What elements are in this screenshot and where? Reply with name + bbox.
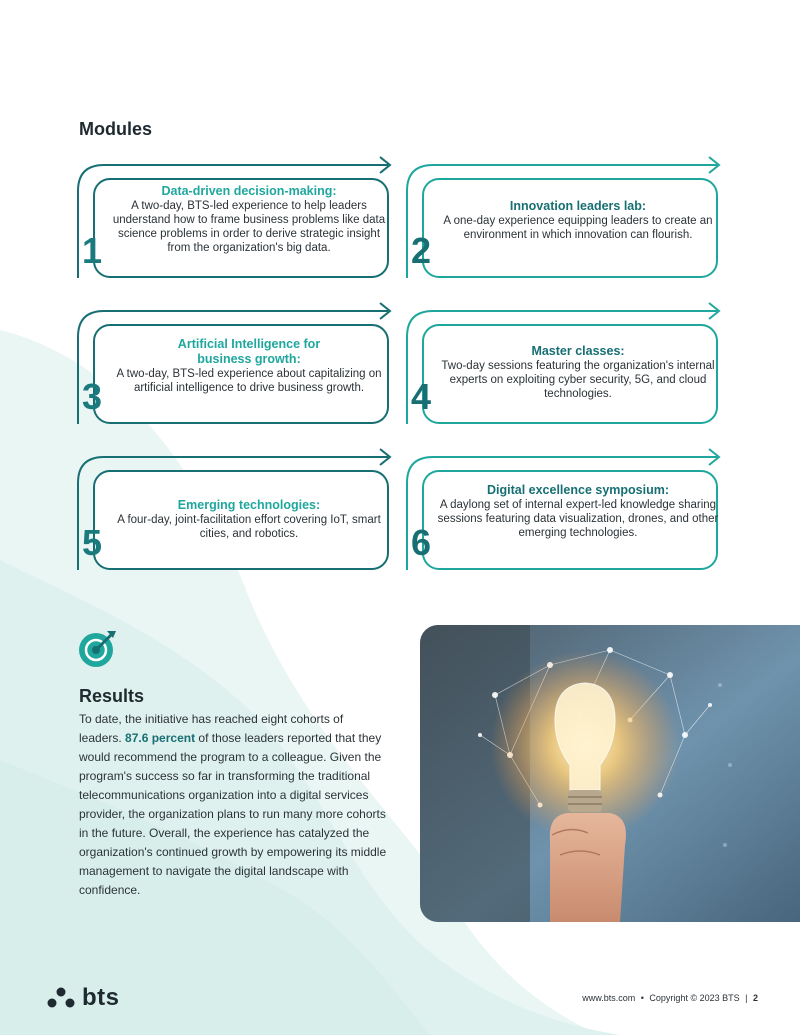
footer-site-link[interactable]: www.bts.com <box>582 993 636 1003</box>
bts-logo <box>46 984 120 1012</box>
modules-heading: Modules <box>79 119 153 139</box>
module-number: 5 <box>82 522 103 563</box>
module-card-6 <box>407 445 737 590</box>
module-number: 6 <box>411 522 432 563</box>
module-number: 2 <box>411 230 432 271</box>
module-card-4 <box>407 299 737 444</box>
page-footer <box>582 993 758 1003</box>
results-paragraph <box>79 710 389 900</box>
footer-copyright: Copyright © 2023 BTS <box>649 993 740 1003</box>
module-number: 1 <box>82 230 103 271</box>
module-title: Artificial Intelligence for business growth: <box>177 337 321 366</box>
module-title: Data-driven decision-making: <box>161 184 337 198</box>
footer-divider: | <box>745 993 748 1003</box>
module-card-3 <box>78 299 408 444</box>
results-text-end: of those leaders reported that they would recommend the program to a colleague. Given the program's success so far in transforming the traditional telecommunications organization into a digital services provider, the organization plans to run many more cohorts in the future. Overall, the experience has catalyzed the organization's continued growth by empowering its middle management to navigate the digital landscape with confidence. <box>79 731 387 897</box>
module-number: 3 <box>82 376 103 417</box>
page-number: 2 <box>752 993 758 1003</box>
module-title: Master classes: <box>531 344 625 358</box>
module-card-2 <box>407 153 737 298</box>
module-title: Digital excellence symposium: <box>486 483 669 497</box>
results-heading: Results <box>79 686 145 706</box>
results-highlight: 87.6 percent <box>125 731 196 745</box>
lightbulb-photo <box>420 625 800 922</box>
target-icon <box>78 628 118 668</box>
module-card-1 <box>78 153 408 298</box>
module-description: A two-day, BTS-led experience about capitalizing on artificial intelligence to drive business growth. <box>116 368 382 394</box>
module-card-5 <box>78 445 408 590</box>
module-description: Two-day sessions featuring the organization's internal experts on exploiting cyber security, 5G, and cloud technologies. <box>441 360 715 400</box>
module-description: A daylong set of internal expert-led knowledge sharing sessions featuring data visualization, drones, and other emerging technologies. <box>437 499 719 539</box>
module-title: Emerging technologies: <box>177 498 321 512</box>
results-text-start: To date, the initiative has reached eight cohorts of leaders. <box>79 712 344 745</box>
footer-bullet: • <box>640 993 644 1003</box>
module-description: A four-day, joint-facilitation effort covering IoT, smart cities, and robotics. <box>117 514 381 540</box>
module-title: Innovation leaders lab: <box>509 199 647 213</box>
logo-text: bts <box>82 984 120 1011</box>
module-description: A one-day experience equipping leaders to create an environment in which innovation can flourish. <box>443 215 713 241</box>
module-description: A two-day, BTS-led experience to help leaders understand how to frame business problems like data science problems in order to derive strategic insight from the organization's big data. <box>112 200 386 254</box>
module-number: 4 <box>411 376 432 417</box>
logo-dots-icon <box>46 987 76 1009</box>
